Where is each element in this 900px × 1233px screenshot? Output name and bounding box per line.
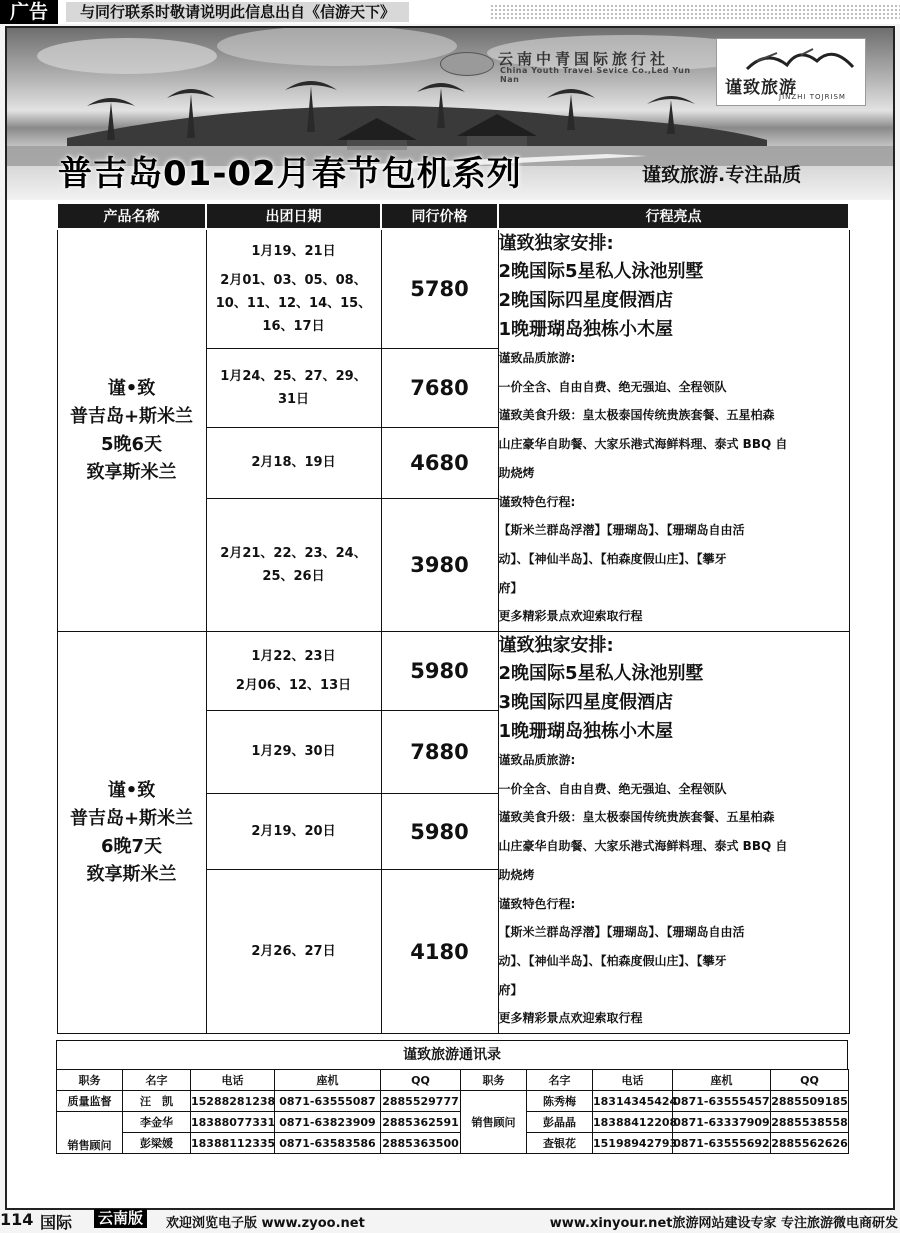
page-number: 114 [0, 1210, 34, 1229]
contact-name: 汪 凯 [123, 1091, 191, 1112]
price-cell: 5980 [381, 632, 498, 711]
brand-logo [716, 38, 866, 106]
departure-date-cell [206, 632, 381, 711]
highlight-detail: 【斯米兰群岛浮潜】【珊瑚岛】、【珊瑚岛自由活 [498, 925, 745, 940]
contact-header: QQ [381, 1070, 461, 1091]
highlight-detail: 助烧烤 [498, 867, 535, 882]
slogan: 谨致旅游.专注品质 [642, 164, 802, 186]
product-name-line: 谨•致 [107, 779, 156, 801]
price-cell: 4680 [381, 427, 498, 498]
contact-header: 职务 [57, 1070, 123, 1091]
contact-phone: 15198942793 [593, 1133, 673, 1154]
contact-landline: 0871-63823909 [275, 1112, 381, 1133]
departure-date-cell [206, 348, 381, 427]
contact-header: 电话 [191, 1070, 275, 1091]
company-english-name: China Youth Travel Sevice Co.,Led Yun Nan [500, 66, 691, 84]
date-line: 2月19、20日 [251, 824, 336, 840]
header-departure-date: 出团日期 [206, 204, 381, 229]
highlight-detail: 山庄豪华自助餐、大家乐港式海鲜料理、泰式 BBQ 自 [498, 437, 788, 452]
header-highlights: 行程亮点 [498, 204, 849, 229]
product-table [56, 204, 850, 1034]
departure-date-cell [206, 793, 381, 870]
highlight-detail: 谨致特色行程: [498, 494, 576, 509]
highlight-detail: 谨致美食升级：皇太极泰国传统贵族套餐、五星柏森 [498, 408, 775, 423]
footer-slogan: www.xinyour.net旅游网站建设专家 专注旅游微电商研发 [549, 1216, 898, 1231]
departure-date-cell [206, 229, 381, 348]
contact-qq: 2885538558 [771, 1112, 849, 1133]
product-name-cell [57, 632, 206, 1034]
product-name-line: 致享斯米兰 [86, 461, 177, 483]
contact-landline: 0871-63337909 [673, 1112, 771, 1133]
contact-table [56, 1069, 849, 1154]
date-line: 2月21、22、23、24、 [220, 545, 367, 561]
contact-qq: 2885362591 [381, 1112, 461, 1133]
product-name-line: 致享斯米兰 [86, 863, 177, 885]
date-line: 2月26、27日 [251, 944, 336, 960]
highlight-detail: 山庄豪华自助餐、大家乐港式海鲜料理、泰式 BBQ 自 [498, 839, 788, 854]
contact-phone: 18388412208 [593, 1112, 673, 1133]
contact-phone: 18314345424 [593, 1091, 673, 1112]
highlight-line: 3晚国际四星度假酒店 [498, 692, 674, 714]
date-line: 2月06、12、13日 [235, 677, 352, 693]
contact-role: 销售顾问 [461, 1091, 527, 1154]
footer-website: 欢迎浏览电子版 www.zyoo.net [166, 1216, 365, 1231]
highlight-detail: 谨致品质旅游: [498, 351, 576, 365]
date-line: 16、17日 [262, 318, 325, 334]
departure-date-cell [206, 427, 381, 498]
product-name-line: 谨•致 [107, 377, 156, 399]
edition-badge: 云南版 [94, 1209, 147, 1228]
date-line: 2月01、03、05、08、 [220, 272, 367, 288]
date-line: 1月24、25、27、29、 [220, 368, 367, 384]
contact-role: 质量监督 [57, 1091, 123, 1112]
product-name-line: 5晚6天 [100, 433, 163, 455]
price-cell: 5780 [381, 229, 498, 348]
page-title: 普吉岛01-02月春节包机系列 [58, 154, 522, 194]
table-row [57, 229, 849, 348]
date-line: 31日 [277, 391, 310, 407]
contact-qq: 2885509185 [771, 1091, 849, 1112]
company-block [440, 48, 710, 86]
contact-header-row [57, 1070, 849, 1091]
price-cell: 4180 [381, 870, 498, 1034]
highlight-detail: 谨致品质旅游: [498, 753, 576, 768]
highlight-detail: 一价全含、自由自费、绝无强迫、全程领队 [498, 781, 727, 796]
header-trade-price: 同行价格 [381, 204, 498, 229]
contact-qq: 2885562626 [771, 1133, 849, 1154]
contact-header: 电话 [593, 1070, 673, 1091]
highlight-detail: 助烧烤 [498, 465, 535, 480]
highlight-detail: 更多精彩景点欢迎索取行程 [498, 609, 643, 624]
highlights-title: 谨致独家安排: [498, 233, 614, 254]
date-line: 1月29、30日 [251, 744, 336, 760]
source-notice: 与同行联系时敬请说明此信息出自《信游天下》 [66, 2, 409, 22]
contact-name: 李金华 [123, 1112, 191, 1133]
highlights-cell [498, 632, 849, 1034]
highlights-title: 谨致独家安排: [498, 635, 614, 657]
highlight-line: 2晚国际5星私人泳池别墅 [498, 663, 704, 685]
highlight-detail: 动】、【神仙半岛】、【柏森度假山庄】、【攀牙 [498, 551, 727, 566]
departure-date-cell [206, 498, 381, 632]
contact-header: 座机 [275, 1070, 381, 1091]
date-line: 1月22、23日 [251, 648, 336, 664]
contact-landline: 0871-63555692 [673, 1133, 771, 1154]
contact-row [57, 1133, 849, 1154]
company-name: 云南中青国际旅行社 [498, 50, 670, 68]
brand-chinese-name: 谨致旅游 [725, 78, 797, 98]
brand-english-name: JINZHI TOJRISM [779, 93, 846, 101]
contact-header: 名字 [123, 1070, 191, 1091]
contact-landline: 0871-63555457 [673, 1091, 771, 1112]
price-cell: 7880 [381, 710, 498, 793]
highlight-detail: 更多精彩景点欢迎索取行程 [498, 1011, 643, 1026]
date-line: 1月19、21日 [251, 243, 336, 259]
highlight-detail: 府】 [498, 580, 523, 595]
product-name-line: 普吉岛+斯米兰 [69, 807, 194, 829]
page-footer [0, 1208, 900, 1230]
highlight-line: 1晚珊瑚岛独栋小木屋 [498, 319, 674, 340]
contact-phone: 15288281238 [191, 1091, 275, 1112]
contact-landline: 0871-63555087 [275, 1091, 381, 1112]
product-table-header [57, 204, 849, 229]
contact-directory [56, 1040, 848, 1154]
contact-title: 谨致旅游通讯录 [56, 1040, 848, 1069]
product-name-cell [57, 229, 206, 632]
header-product-name: 产品名称 [57, 204, 206, 229]
highlight-detail: 【斯米兰群岛浮潜】【珊瑚岛】、【珊瑚岛自由活 [498, 523, 745, 538]
highlight-line: 2晚国际5星私人泳池别墅 [498, 261, 704, 282]
contact-phone: 18388077331 [191, 1112, 275, 1133]
contact-row [57, 1091, 849, 1112]
table-row [57, 632, 849, 711]
product-name-line: 6晚7天 [100, 835, 163, 857]
highlights-cell [498, 229, 849, 632]
contact-name: 彭梁媛 [123, 1133, 191, 1154]
ad-label: 广告 [0, 0, 58, 24]
contact-header: 座机 [673, 1070, 771, 1091]
price-cell: 7680 [381, 348, 498, 427]
date-line: 2月18、19日 [251, 455, 336, 471]
highlight-detail: 一价全含、自由自费、绝无强迫、全程领队 [498, 379, 727, 394]
date-line: 25、26日 [262, 568, 325, 584]
departure-date-cell [206, 710, 381, 793]
contact-qq: 2885529777 [381, 1091, 461, 1112]
highlight-line: 2晚国际四星度假酒店 [498, 290, 674, 311]
product-name-line: 普吉岛+斯米兰 [69, 405, 194, 427]
contact-landline: 0871-63583586 [275, 1133, 381, 1154]
highlight-detail: 动】、【神仙半岛】、【柏森度假山庄】、【攀牙 [498, 953, 727, 968]
contact-name: 陈秀梅 [527, 1091, 593, 1112]
contact-phone: 18388112335 [191, 1133, 275, 1154]
section-label: 国际 [40, 1213, 73, 1232]
top-bar [0, 0, 900, 24]
contact-header: 名字 [527, 1070, 593, 1091]
contact-header: 职务 [461, 1070, 527, 1091]
price-cell: 3980 [381, 498, 498, 632]
company-logo-icon [440, 52, 494, 76]
highlight-detail: 府】 [498, 982, 523, 997]
dot-pattern [490, 4, 900, 20]
contact-header: QQ [771, 1070, 849, 1091]
highlight-detail: 谨致美食升级：皇太极泰国传统贵族套餐、五星柏森 [498, 810, 775, 825]
highlight-line: 1晚珊瑚岛独栋小木屋 [498, 721, 674, 743]
departure-date-cell [206, 870, 381, 1034]
contact-qq: 2885363500 [381, 1133, 461, 1154]
contact-role: 销售顾问 [57, 1112, 123, 1154]
date-line: 10、11、12、14、15、 [215, 295, 372, 311]
contact-name: 查银花 [527, 1133, 593, 1154]
highlight-detail: 谨致特色行程: [498, 896, 576, 911]
contact-name: 彭晶晶 [527, 1112, 593, 1133]
contact-row [57, 1112, 849, 1133]
price-cell: 5980 [381, 793, 498, 870]
